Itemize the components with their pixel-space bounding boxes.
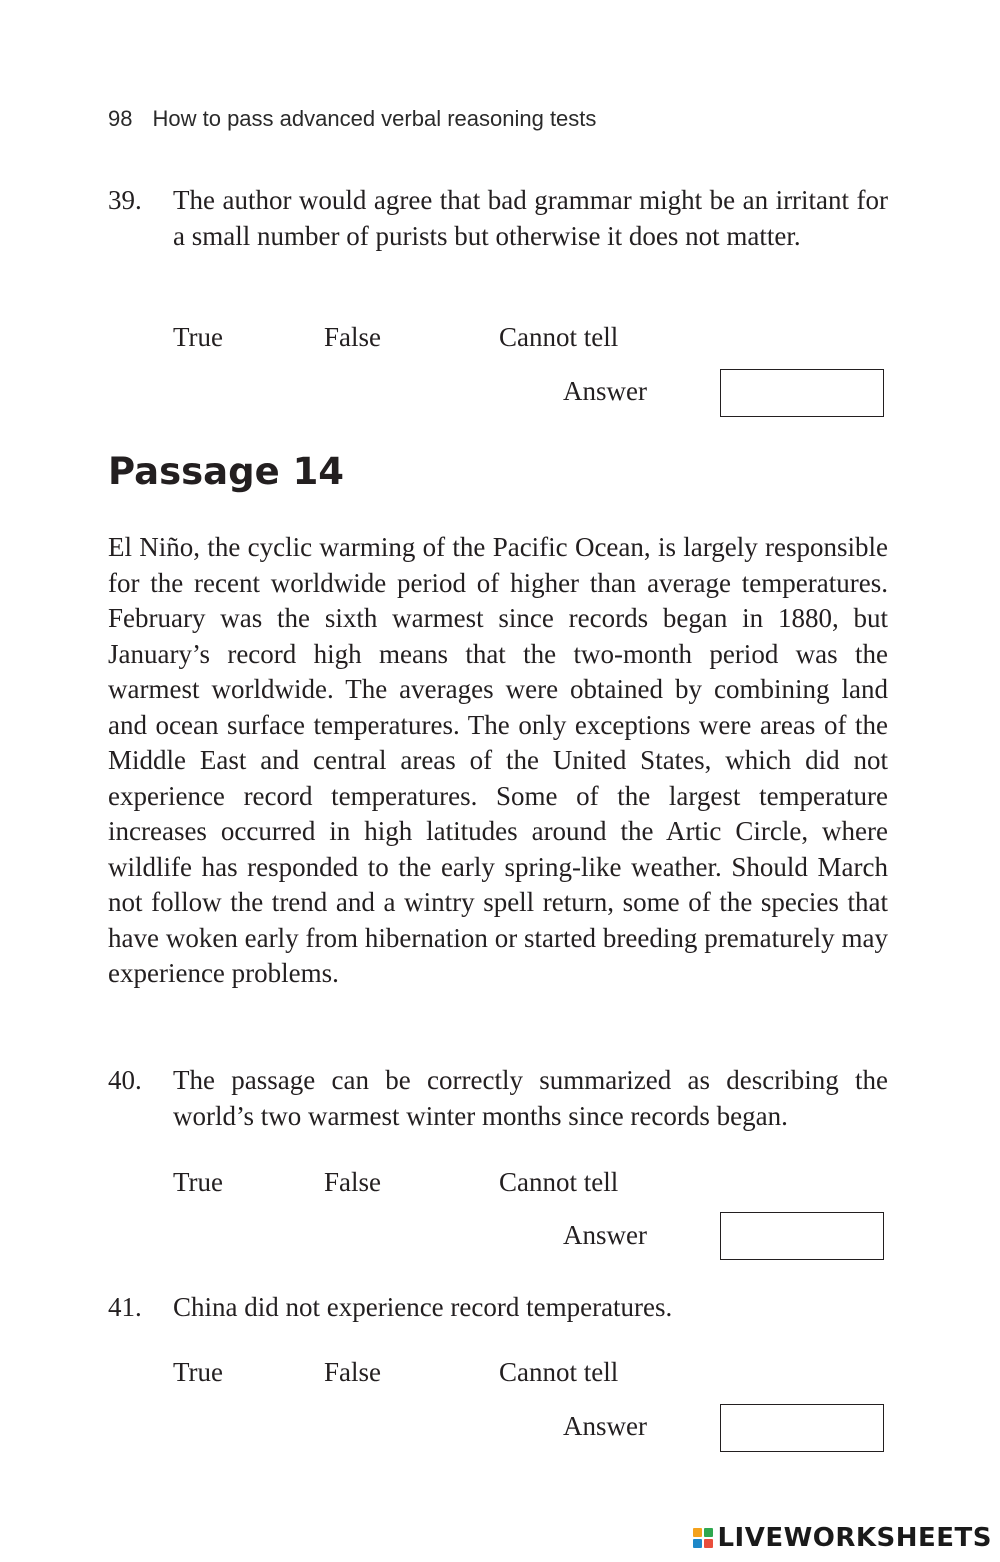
question-text: China did not experience record temperatures. <box>173 1292 673 1322</box>
question-41 <box>108 1289 888 1325</box>
option-false: False <box>324 1357 381 1387</box>
liveworksheets-logo <box>693 1523 992 1553</box>
answer-label-39: Answer <box>563 376 647 406</box>
option-cannot-tell: Cannot tell <box>499 1167 619 1197</box>
option-false: False <box>324 1167 381 1197</box>
option-cannot-tell: Cannot tell <box>499 322 619 352</box>
option-cannot-tell: Cannot tell <box>499 1357 619 1387</box>
answer-box-40[interactable] <box>720 1212 884 1260</box>
option-false: False <box>324 322 381 352</box>
question-text: The passage can be correctly summarized as describing the world’s two warmest winter months since records began. <box>173 1065 888 1131</box>
icon-square <box>704 1528 713 1537</box>
running-head <box>108 106 596 132</box>
icon-square <box>704 1539 713 1548</box>
page-number: 98 <box>108 106 133 131</box>
option-true: True <box>173 1167 224 1197</box>
icon-square <box>693 1539 702 1548</box>
brand-text: LIVEWORKSHEETS <box>717 1523 992 1553</box>
question-40 <box>108 1062 888 1134</box>
question-39 <box>108 182 888 254</box>
option-true: True <box>173 1357 224 1387</box>
question-number: 39. <box>108 185 142 215</box>
answer-label-41: Answer <box>563 1411 647 1441</box>
running-title: How to pass advanced verbal reasoning tests <box>152 106 597 131</box>
icon-square <box>693 1528 702 1537</box>
option-true: True <box>173 322 224 352</box>
answer-box-39[interactable] <box>720 369 884 417</box>
liveworksheets-icon <box>693 1528 713 1548</box>
passage-heading: Passage 14 <box>108 450 345 493</box>
question-number: 40. <box>108 1065 142 1095</box>
answer-label-40: Answer <box>563 1220 647 1250</box>
passage-body: El Niño, the cyclic warming of the Pacific Ocean, is largely responsible for the recent worldwide period of higher than average temperatures. February was the sixth warmest since records began in 1880, but January’s record high means that the two-month period was the warmest worldwide. The averages were obtained by combining land and ocean surface temperatures. The only exceptions were areas of the Middle East and central areas of the United States, which did not experience record temperatures. Some of the largest temperature increases occurred in high latitudes around the Artic Circle, where wildlife has responded to the early spring-like weather. Should March not follow the trend and a wintry spell return, some of the species that have woken early from hibernation or started breeding prematurely may experience problems. <box>108 532 888 988</box>
answer-box-41[interactable] <box>720 1404 884 1452</box>
question-text: The author would agree that bad grammar might be an irritant for a small number of purists but otherwise it does not matter. <box>173 185 888 251</box>
question-number: 41. <box>108 1292 142 1322</box>
